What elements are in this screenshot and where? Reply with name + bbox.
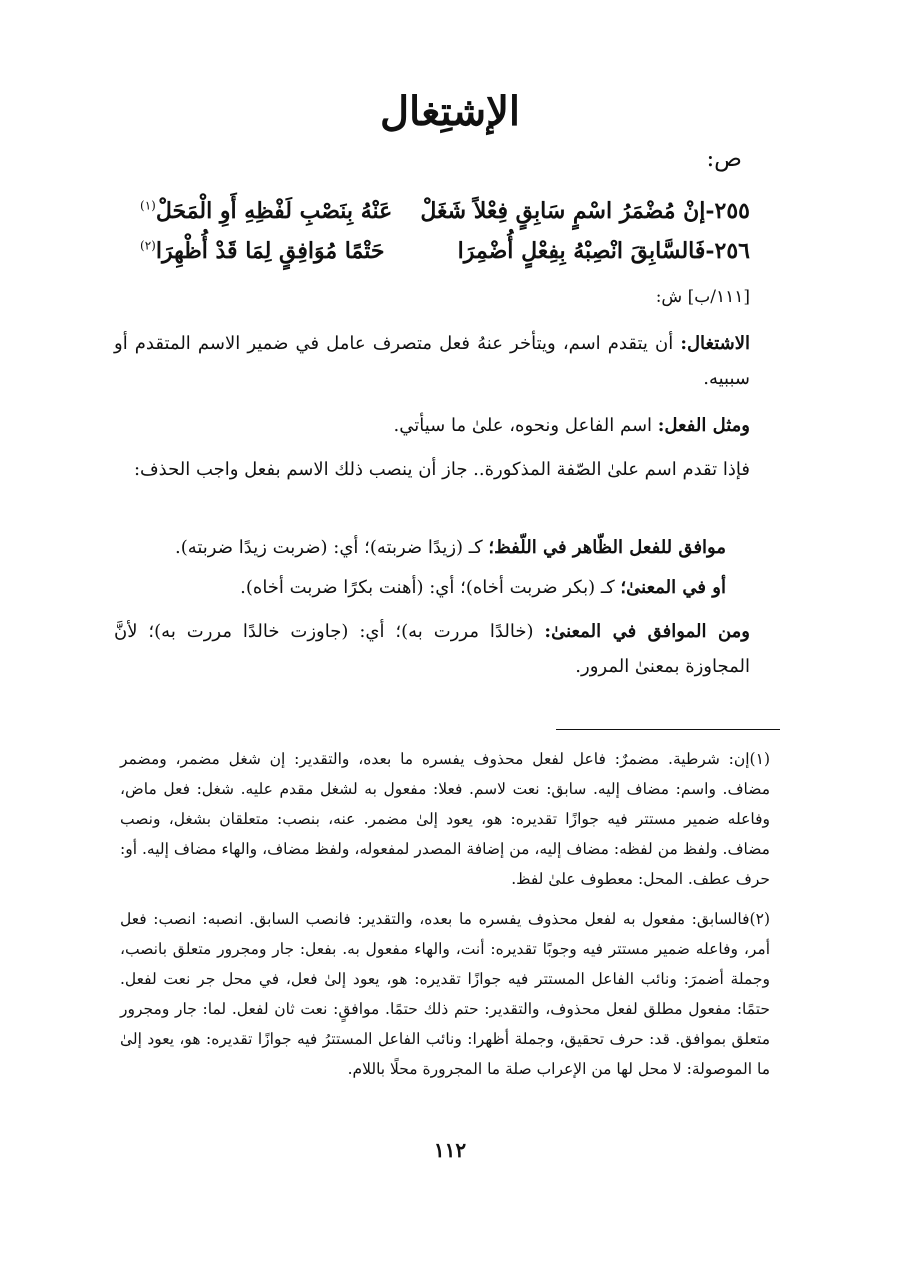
paragraph-example-maana: أو في المعنىٰ؛ كـ (بكر ضربت أخاه)؛ أي: (أهنت بكرًا ضربت أخاه). xyxy=(240,577,726,598)
verse-right-hemistich: ٢٥٦-فَالسَّابِقَ انْصِبْهُ بِفِعْلٍ أُضْمِرَا xyxy=(457,238,750,264)
text-marker-sad: ص: xyxy=(706,146,742,172)
verse-left-hemistich: عَنْهُ بِنَصْبِ لَفْظِهِ أَوِ الْمَحَلْ$^{(١)}$ xyxy=(140,198,393,224)
verse-line xyxy=(140,198,750,224)
verse-line xyxy=(140,238,750,264)
footnote-ref[interactable]: (٢) xyxy=(140,238,156,253)
verse-right-hemistich: ٢٥٥-إنْ مُضْمَرُ اسْمٍ سَابِقٍ فِعْلاً شَغَلْ xyxy=(420,198,750,224)
footnote-divider xyxy=(556,729,780,730)
paragraph-rule: فإذا تقدم اسم علىٰ الصّفة المذكورة.. جاز أن ينصب ذلك الاسم بفعل واجب الحذف: xyxy=(133,459,750,480)
footnote-ref[interactable]: (١) xyxy=(140,198,156,213)
commentary-marker: [١١١/ب] ش: xyxy=(655,287,750,307)
paragraph-example-mururu: ومن الموافق في المعنىٰ: (خالدًا مررت به)؛ أي: (جاوزت خالدًا مررت به)؛ لأنَّ المجاوزة بمعنىٰ المرور. xyxy=(114,621,750,677)
page-number: ١١٢ xyxy=(433,1138,467,1162)
paragraph-definition: الاشتغال: أن يتقدم اسم، ويتأخر عنهُ فعل متصرف عامل في ضمير الاسم المتقدم أو سببيه. xyxy=(114,333,750,389)
chapter-title: الإشتِغال xyxy=(379,88,521,135)
footnote: (١)إن: شرطية. مضمرٌ: فاعل لفعل محذوف يفسره ما بعده، والتقدير: إن شغل مضمر، ومضمر مضاف. واسم: مضاف إليه. سابق: نعت لاسم. فعلا: مفعول به لشغل مقدم عليه. شغل: فعل ماض، وفاعله ضمير مستتر فيه جوازًا تقديره: هو، يعود إلىٰ مضمر. عنه، بنصب: متعلقان بشغل، ونصب مضاف. ولفظ من لفظه: مضاف إليه، من إضافة المصدر لمفعوله، ولفظ مضاف، والهاء مضاف إليه. أو: حرف عطف. المحل: معطوف علىٰ لفظ. xyxy=(120,750,770,888)
verse-left-hemistich: حَتْمًا مُوَافِقٍ لِمَا قَدْ أُظْهِرَا$^{(٢)}$ xyxy=(140,238,385,264)
paragraph-verb-like: ومثل الفعل: اسم الفاعل ونحوه، علىٰ ما سيأتي. xyxy=(393,415,750,436)
footnote: (٢)فالسابق: مفعول به لفعل محذوف يفسره ما بعده، والتقدير: فانصب السابق. انصبه: انصب: فعل أمر، وفاعله ضمير مستتر فيه وجوبًا تقديره: أنت، والهاء مفعول به. بفعل: جار ومجرور متعلق بانصب، وجملة أضمرَ: ونائب الفاعل المستتر فيه جوازًا تقديره: هو، يعود إلىٰ فعل، في محل جر نعت لفعل. حتمًا: مفعول مطلق لفعل محذوف، والتقدير: حتم ذلك حتمًا. موافقٍ: نعت ثان لفعل. لما: جار ومجرور متعلق بموافق. قد: حرف تحقيق، وجملة أظهرا: ونائب الفاعل المستترُ فيه جوازًا تقديره: هو، يعود إلىٰ ما الموصولة: لا محل لها من الإعراب صلة ما المجرورة محلًا باللام. xyxy=(120,910,770,1078)
paragraph-example-lafz: موافق للفعل الظّاهر في اللّفظ؛ كـ (زيدًا ضربته)؛ أي: (ضربت زيدًا ضربته). xyxy=(174,537,726,558)
